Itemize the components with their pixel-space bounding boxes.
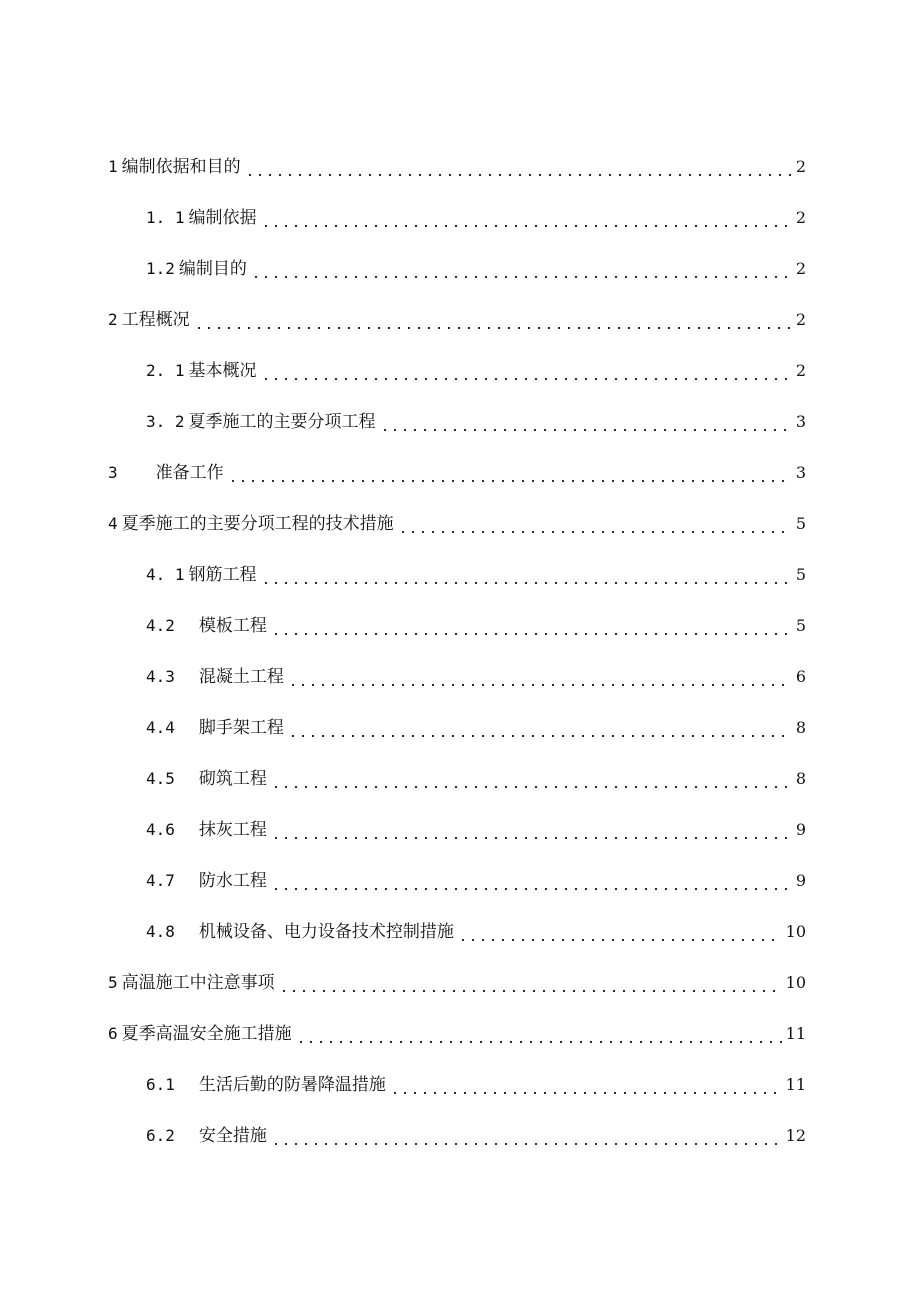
toc-entry-title: 夏季施工的主要分项工程 (188, 412, 376, 432)
toc-entry-title: 脚手架工程 (198, 718, 284, 738)
dot-leader (194, 307, 792, 333)
toc-entry-number: 4.5 (146, 769, 175, 788)
toc-entry[interactable] (146, 562, 806, 588)
toc-entry-page: 3 (795, 463, 806, 482)
dot-leader (296, 1021, 782, 1047)
toc-entry-title: 模板工程 (198, 616, 267, 636)
toc-entry-page: 2 (795, 208, 806, 227)
toc-entry[interactable] (108, 970, 806, 996)
toc-entry[interactable] (146, 715, 806, 741)
toc-entry-number: 3 (108, 463, 118, 482)
toc-entry-title: 机械设备、电力设备技术控制措施 (198, 922, 454, 942)
toc-entry-number: 3. 2 (146, 412, 185, 431)
dot-leader (390, 1072, 782, 1098)
toc-entry-number: 4.4 (146, 718, 175, 737)
toc-entry-page: 8 (795, 769, 806, 788)
toc-entry-number: 1.2 (146, 259, 175, 278)
toc-entry-title: 基本概况 (188, 361, 257, 381)
toc-entry[interactable] (108, 307, 806, 333)
toc-entry[interactable] (146, 256, 806, 282)
toc-entry-title: 准备工作 (155, 463, 224, 483)
toc-entry-title: 工程概况 (121, 310, 190, 330)
toc-entry-number: 4.3 (146, 667, 175, 686)
toc-entry-page: 5 (795, 616, 806, 635)
toc-entry-title: 夏季高温安全施工措施 (121, 1024, 292, 1044)
toc-entry-number: 4.2 (146, 616, 175, 635)
toc-entry[interactable] (146, 766, 806, 792)
toc-entry-title: 生活后勤的防暑降温措施 (198, 1075, 386, 1095)
dot-leader (398, 511, 792, 537)
toc-entry[interactable] (146, 664, 806, 690)
toc-entry[interactable] (146, 868, 806, 894)
toc-entry[interactable] (146, 205, 806, 231)
toc-entry-page: 2 (795, 310, 806, 329)
dot-leader (271, 766, 792, 792)
toc-entry-page: 6 (795, 667, 806, 686)
toc-entry-page: 9 (795, 871, 806, 890)
dot-leader (288, 715, 792, 741)
dot-leader (228, 460, 792, 486)
toc-entry-page: 5 (795, 565, 806, 584)
toc-entry-title: 编制依据 (188, 208, 257, 228)
toc-entry[interactable] (108, 511, 806, 537)
toc-entry-number: 2. 1 (146, 361, 185, 380)
dot-leader (271, 613, 792, 639)
toc-entry[interactable] (108, 460, 806, 486)
toc-entry-number: 6.1 (146, 1075, 175, 1094)
toc-entry-number: 1 (108, 157, 118, 176)
toc-entry-title: 高温施工中注意事项 (121, 973, 275, 993)
dot-leader (271, 817, 792, 843)
toc-entry-title: 编制目的 (178, 259, 247, 279)
toc-entry[interactable] (108, 1021, 806, 1047)
dot-leader (261, 205, 792, 231)
toc-entry[interactable] (146, 613, 806, 639)
dot-leader (279, 970, 782, 996)
toc-entry-page: 9 (795, 820, 806, 839)
dot-leader (251, 256, 792, 282)
toc-entry-page: 5 (795, 514, 806, 533)
dot-leader (261, 358, 792, 384)
toc-entry-number: 6.2 (146, 1126, 175, 1145)
toc-entry-page: 12 (785, 1126, 806, 1145)
toc-entry-number: 4.8 (146, 922, 175, 941)
toc-entry[interactable] (146, 919, 806, 945)
toc-entry-title: 砌筑工程 (198, 769, 267, 789)
toc-entry-page: 11 (785, 1075, 806, 1094)
toc-entry-title: 防水工程 (198, 871, 267, 891)
dot-leader (458, 919, 782, 945)
toc-entry[interactable] (146, 358, 806, 384)
toc-entry[interactable] (108, 154, 806, 180)
toc-entry-number: 1. 1 (146, 208, 185, 227)
dot-leader (271, 868, 792, 894)
dot-leader (271, 1123, 782, 1149)
toc-entry-page: 8 (795, 718, 806, 737)
toc-entry-page: 2 (795, 361, 806, 380)
toc-entry-number: 5 (108, 973, 118, 992)
toc-entry-title: 混凝土工程 (198, 667, 284, 687)
toc-entry[interactable] (146, 817, 806, 843)
toc-entry-number: 4.7 (146, 871, 175, 890)
toc-entry-title: 安全措施 (198, 1126, 267, 1146)
toc-entry-number: 4.6 (146, 820, 175, 839)
toc-entry-title: 抹灰工程 (198, 820, 267, 840)
toc-entry-page: 2 (795, 157, 806, 176)
toc-entry-page: 2 (795, 259, 806, 278)
toc-entry[interactable] (146, 409, 806, 435)
toc-entry-number: 2 (108, 310, 118, 329)
dot-leader (380, 409, 792, 435)
toc-entry-title: 夏季施工的主要分项工程的技术措施 (121, 514, 394, 534)
toc-entry-page: 10 (785, 922, 806, 941)
toc-entry-title: 编制依据和目的 (121, 157, 241, 177)
toc-entry-title: 钢筋工程 (188, 565, 257, 585)
toc-entry-page: 3 (795, 412, 806, 431)
dot-leader (245, 154, 792, 180)
toc-entry-page: 11 (785, 1024, 806, 1043)
toc-entry-number: 4 (108, 514, 118, 533)
toc-entry[interactable] (146, 1123, 806, 1149)
toc-entry[interactable] (146, 1072, 806, 1098)
dot-leader (288, 664, 792, 690)
dot-leader (261, 562, 792, 588)
toc-entry-number: 4. 1 (146, 565, 185, 584)
toc-entry-page: 10 (785, 973, 806, 992)
toc-entry-number: 6 (108, 1024, 118, 1043)
